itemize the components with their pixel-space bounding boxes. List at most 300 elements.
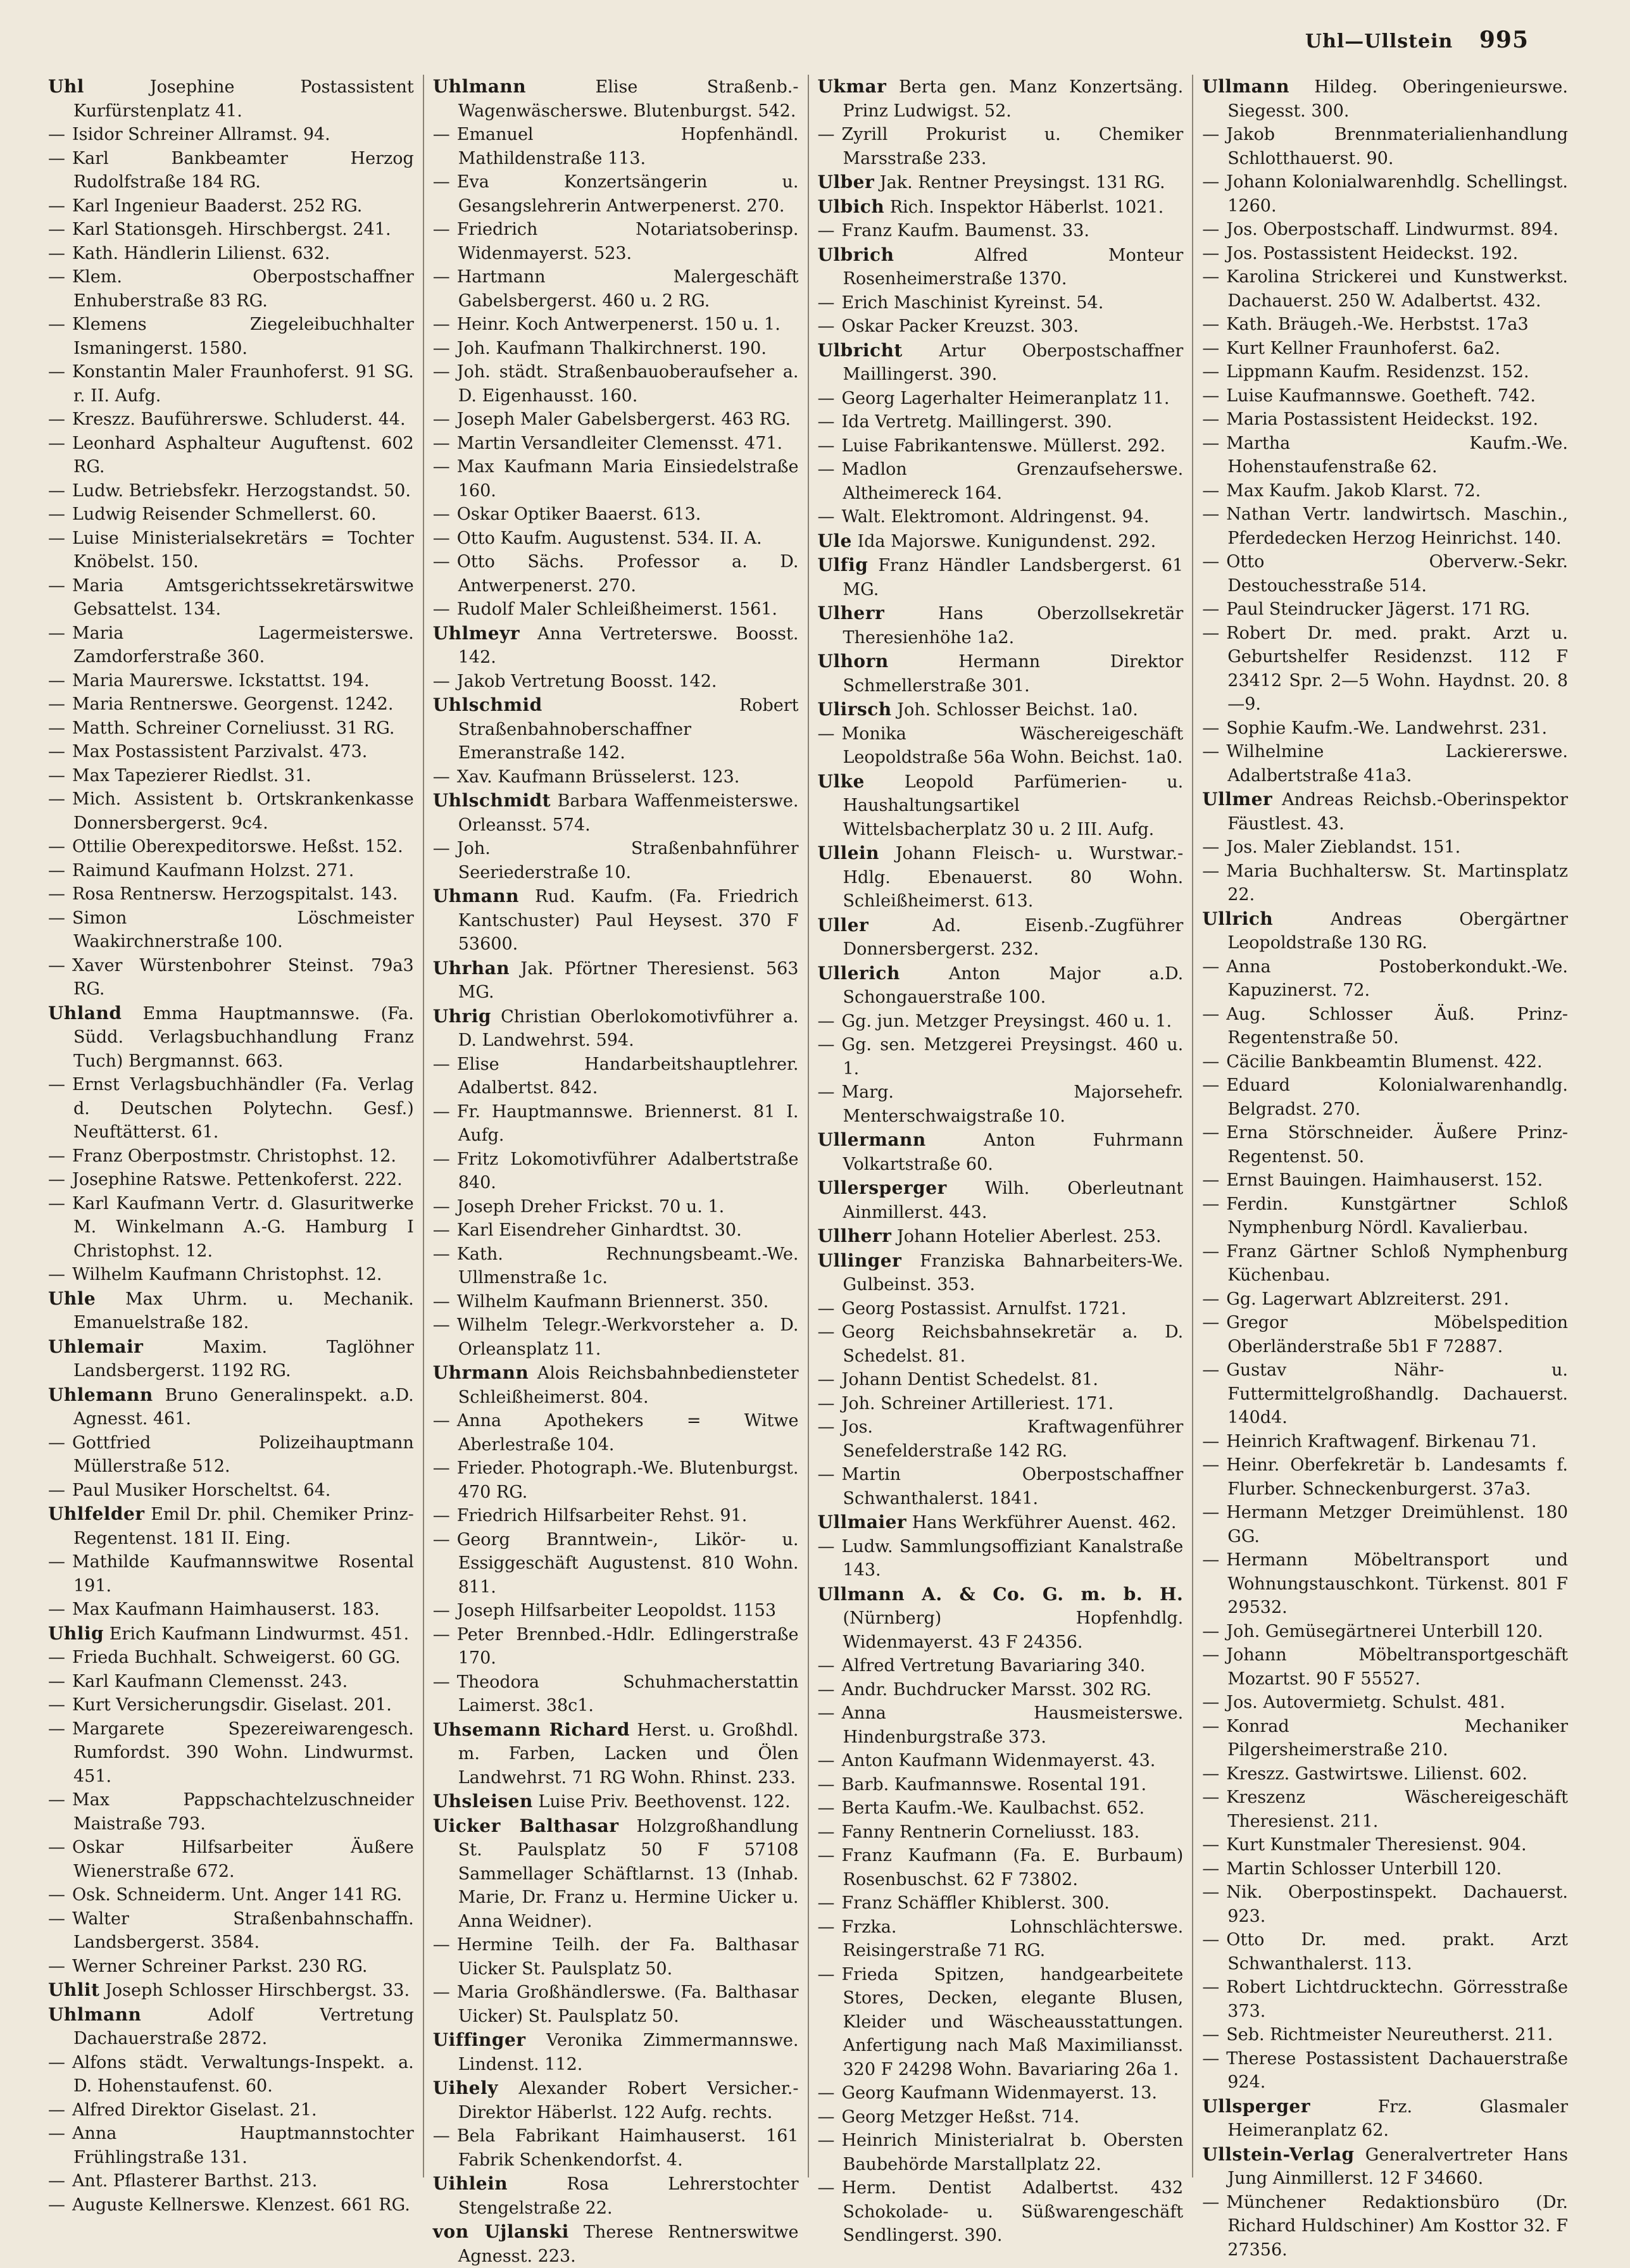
continuation-dash: — (1202, 1455, 1220, 1475)
directory-entry (1202, 2047, 1568, 2095)
directory-entry (48, 147, 414, 194)
directory-entry (818, 339, 1184, 387)
continuation-dash: — (432, 1458, 450, 1478)
directory-entry (48, 503, 414, 527)
directory-entry (433, 455, 799, 503)
column-3 (809, 75, 1194, 2245)
directory-entry (48, 360, 414, 408)
continuation-dash: — (817, 1893, 835, 1913)
continuation-dash: — (1202, 1693, 1220, 1712)
entry-text: Ludw. Sammlungsoffiziant Kanalstraße 143. (841, 1536, 1184, 1580)
directory-entry (1202, 598, 1568, 622)
directory-entry (48, 432, 414, 479)
entry-text: Cäcilie Bankbeamtin Blumenst. 422. (1226, 1051, 1543, 1072)
continuation-dash: — (432, 1291, 450, 1312)
directory-entry (818, 1297, 1184, 1321)
entry-text: Ferdin. Kunstgärtner Schloß Nymphenburg Nördl. Kavalierbau. (1226, 1194, 1568, 1237)
entry-text: Herm. Dentist Adalbertst. 432 Schokolade- u. Süßwarengeschäft Sendlingerst. 390. (841, 2178, 1184, 2245)
entry-text: Emanuel Hopfenhändl. Mathildenstraße 113. (456, 125, 799, 168)
directory-entry (1202, 360, 1568, 384)
directory-entry (48, 1717, 414, 1789)
directory-entry (818, 2105, 1184, 2129)
directory-entry (1202, 717, 1568, 741)
entry-surname: Ullerich (817, 962, 900, 984)
directory-entry (1202, 2023, 1568, 2047)
continuation-dash: — (48, 433, 65, 453)
directory-entry (48, 2003, 414, 2051)
directory-entry (818, 291, 1184, 315)
entry-text: Max Pappschachtelzuschneider Maistraße 793. (72, 1790, 414, 1834)
entry-text: Alfred Vertretung Bavariaring 340. (841, 1656, 1146, 1676)
entry-text: Georg Postassist. Arnulfst. 1721. (841, 1298, 1127, 1319)
continuation-dash: — (1202, 338, 1220, 358)
entry-surname: Uhlemann (48, 1384, 153, 1405)
continuation-dash: — (432, 1529, 450, 1550)
directory-entry (818, 2176, 1184, 2248)
directory-entry (818, 1415, 1184, 1463)
entry-text: Herst. u. Großhdl. m. Farben, Lacken und Ölen Landwehrst. 71 RG Wohn. Rhinst. 233. (458, 1720, 799, 1788)
entry-text: Elise Straßenb.-Wagenwäscherswe. Blutenburgst. 542. (458, 77, 799, 121)
page-header (1305, 27, 1529, 53)
continuation-dash: — (48, 1600, 65, 1619)
continuation-dash: — (1202, 1503, 1220, 1522)
continuation-dash: — (432, 1624, 450, 1645)
directory-entry (48, 2193, 414, 2217)
directory-entry (48, 123, 414, 147)
directory-entry (433, 2028, 799, 2076)
entry-text: Konrad Mechaniker Pilgersheimerstraße 210. (1226, 1716, 1568, 1760)
entry-surname: Uiffinger (432, 2029, 526, 2050)
entry-surname: Uhlmann (48, 2003, 142, 2025)
directory-entry (818, 2129, 1184, 2176)
continuation-dash: — (48, 2100, 65, 2120)
entry-text: Therese Postassistent Dachauerstraße 924. (1226, 2048, 1568, 2092)
entry-text: Eva Konzertsängerin u. Gesangslehrerin Antwerpenerst. 270. (456, 172, 799, 216)
directory-entry (1202, 1358, 1568, 1430)
directory-entry (48, 882, 414, 906)
continuation-dash: — (1202, 315, 1220, 334)
directory-entry (48, 835, 414, 859)
directory-entry (48, 1955, 414, 1979)
entry-text: Anton Major a.D. Schongauerstraße 100. (843, 963, 1184, 1007)
entry-surname: Ulbich (817, 196, 885, 217)
continuation-dash: — (1202, 1194, 1220, 1214)
entry-text: Margarete Spezereiwarengesch. Rumfordst. 390 Wohn. Lindwurmst. 451. (72, 1719, 414, 1786)
entry-text: Karl Ingenieur Baaderst. 252 RG. (72, 196, 363, 216)
directory-entry (433, 693, 799, 765)
entry-text: Klem. Oberpostschaffner Enhuberstraße 83 RG. (72, 267, 414, 311)
continuation-dash: — (817, 1774, 835, 1795)
continuation-dash: — (817, 2083, 835, 2103)
entry-surname: Uhrmann (432, 1362, 529, 1383)
directory-entry (1202, 836, 1568, 860)
continuation-dash: — (1202, 1550, 1220, 1570)
entry-text: Wilhelmine Lackiererswe. Adalbertstraße 41a3. (1226, 742, 1568, 786)
entry-text: Joseph Dreher Frickst. 70 u. 1. (456, 1196, 725, 1217)
continuation-dash: — (48, 955, 65, 975)
entry-text: Max Tapezierer Riedlst. 31. (72, 765, 311, 786)
entry-surname: Uicker Balthasar (432, 1815, 619, 1836)
directory-entry (433, 432, 799, 456)
entry-text: Joh. städt. Straßenbauoberaufseher a. D. Eigenhausst. 160. (456, 362, 799, 406)
entry-text: Jakob Brennmaterialienhandlung Schlotthauerst. 90. (1226, 125, 1568, 168)
directory-entry (433, 670, 799, 694)
entry-text: Therese Rentnerswitwe Agnesst. 223. (458, 2222, 799, 2266)
continuation-dash: — (1202, 1621, 1220, 1641)
continuation-dash: — (48, 789, 65, 809)
directory-entry (433, 598, 799, 622)
directory-entry (48, 1335, 414, 1383)
entry-surname: Uhmann (432, 886, 520, 906)
continuation-dash: — (48, 196, 65, 216)
continuation-dash: — (817, 1417, 835, 1437)
entry-text: Maria Lagermeisterswe. Zamdorferstraße 360. (72, 623, 414, 667)
continuation-dash: — (817, 1035, 835, 1055)
directory-entry (433, 2076, 799, 2124)
directory-entry (1202, 740, 1568, 787)
entry-text: Klemens Ziegeleibuchhalter Ismaningerst. 1580. (72, 315, 414, 358)
directory-entry (48, 1431, 414, 1479)
continuation-dash: — (817, 292, 835, 313)
entry-text: Veronika Zimmermannswe. Lindenst. 112. (458, 2031, 799, 2074)
directory-entry (818, 75, 1184, 123)
entry-surname: Ulbrich (817, 244, 894, 265)
entry-text: Franz Schäffler Khiblerst. 300. (841, 1893, 1110, 1913)
directory-entry (433, 1981, 799, 2028)
directory-entry (433, 408, 799, 432)
entry-text: Maria Rentnerswe. Georgenst. 1242. (72, 694, 394, 714)
directory-entry (818, 505, 1184, 529)
continuation-dash: — (48, 1838, 65, 1857)
entry-text: Osk. Schneiderm. Unt. Anger 141 RG. (72, 1885, 402, 1905)
entry-text: Luise Kaufmannswe. Goetheft. 742. (1226, 385, 1536, 406)
directory-entry (48, 527, 414, 574)
directory-entry (433, 1933, 799, 1981)
entry-text: Max Kaufmann Haimhauserst. 183. (72, 1600, 380, 1619)
continuation-dash: — (432, 172, 450, 192)
entry-text: Jos. Oberpostschaff. Lindwurmst. 894. (1226, 220, 1558, 239)
entry-text: Ludw. Betriebsfekr. Herzogstandst. 50. (72, 480, 411, 501)
directory-entry (818, 1368, 1184, 1392)
entry-text: Wilh. Oberleutnant Ainmillerst. 443. (843, 1179, 1184, 1222)
column-1 (48, 75, 424, 2215)
entry-text: Franz Kaufm. Baumenst. 33. (841, 221, 1089, 241)
directory-entry (48, 1479, 414, 1503)
entry-text: Luise Ministerialsekretärs = Tochter Knöbelst. 150. (72, 528, 414, 572)
entry-text: Joseph Maler Gabelsbergerst. 463 RG. (456, 410, 791, 429)
entry-surname: Ullmer (1202, 789, 1273, 810)
entry-text: Joseph Hilfsarbeiter Leopoldst. 1153 (456, 1601, 777, 1620)
entry-text: Jos. Autovermietg. Schulst. 481. (1226, 1693, 1506, 1712)
entry-text: Oskar Hilfsarbeiter Äußere Wienerstraße 672. (72, 1838, 414, 1881)
entry-text: Emil Dr. phil. Chemiker Prinz-Regentenst. 181 II. Eing. (73, 1505, 414, 1548)
entry-text: Maria Postassistent Heideckst. 192. (1226, 410, 1539, 429)
column-2 (424, 75, 809, 2266)
entry-text: Karl Stationsgeh. Hirschbergst. 241. (72, 220, 391, 239)
entry-text: Ottilie Oberexpeditorswe. Heßst. 152. (72, 837, 403, 856)
entry-surname: Uihely (432, 2077, 498, 2098)
entry-text: Kurt Versicherungsdir. Giselast. 201. (72, 1695, 392, 1715)
entry-text: Kath. Rechnungsbeamt.-We. Ullmenstraße 1c. (456, 1244, 799, 1287)
directory-entry (433, 1814, 799, 1934)
continuation-dash: — (48, 1790, 65, 1810)
continuation-dash: — (1202, 172, 1220, 192)
continuation-dash: — (1202, 1313, 1220, 1332)
entry-surname: Ullermann (817, 1129, 926, 1150)
entry-text: Hermine Teilh. der Fa. Balthasar Uicker St. Paulsplatz 50. (456, 1935, 799, 1979)
entry-surname: Ullsperger (1202, 2095, 1310, 2117)
entry-surname: Uhlit (48, 1979, 100, 2000)
directory-entry (818, 1249, 1184, 1297)
entry-text: Georg Metzger Heßst. 714. (841, 2107, 1080, 2127)
entry-text: Joh. Gemüsegärtnerei Unterbill 120. (1226, 1621, 1543, 1641)
directory-entry (1202, 1548, 1568, 1620)
continuation-dash: — (48, 1552, 65, 1572)
entry-text: Mich. Assistent b. Ortskrankenkasse Donnersbergerst. 9c4. (72, 789, 414, 833)
entry-text: Joh. Schlosser Beichst. 1a0. (897, 700, 1138, 720)
directory-entry (433, 2124, 799, 2172)
continuation-dash: — (817, 316, 835, 336)
directory-entry (818, 243, 1184, 291)
continuation-dash: — (48, 243, 65, 263)
continuation-dash: — (1202, 1289, 1220, 1309)
directory-entry (818, 553, 1184, 601)
entry-surname: Ulfig (817, 554, 868, 575)
entry-text: Simon Löschmeister Waakirchnerstraße 100. (72, 908, 414, 951)
continuation-dash: — (432, 671, 450, 691)
entry-text: Jakob Vertretung Boosst. 142. (456, 671, 717, 691)
entry-text: Rich. Inspektor Häberlst. 1021. (889, 197, 1164, 217)
entry-text: Max Postassistent Parzivalst. 473. (72, 742, 368, 761)
continuation-dash: — (432, 315, 450, 334)
directory-columns (48, 75, 1577, 2266)
entry-text: Madlon Grenzaufseherswe. Altheimereck 164. (841, 460, 1184, 503)
entry-surname: Ulber (817, 172, 875, 192)
continuation-dash: — (48, 528, 65, 548)
entry-surname: von Ujlanski (432, 2221, 569, 2242)
directory-entry (818, 458, 1184, 505)
entry-text: Jos. Postassistent Heideckst. 192. (1226, 243, 1519, 263)
directory-entry (1202, 313, 1568, 337)
entry-text: Nathan Vertr. landwirtsch. Maschin., Pferdedecken Herzog Heinrichst. 140. (1226, 504, 1568, 548)
directory-entry (48, 622, 414, 669)
entry-text: Johann Kolonialwarenhdlg. Schellingst. 1260. (1226, 172, 1568, 216)
entry-text: Gottfried Polizeihauptmann Müllerstraße 512. (72, 1432, 414, 1476)
continuation-dash: — (1202, 410, 1220, 429)
directory-entry (48, 218, 414, 242)
directory-entry (818, 1678, 1184, 1702)
directory-entry (1202, 1501, 1568, 1548)
continuation-dash: — (48, 765, 65, 786)
entry-text: Frieda Spitzen, handgearbeitete Stores, Decken, elegante Blusen, Kleider und Wäscheausstattungen. Anfertigung nach Maß Maximiliansst. 320 F 24298 Wohn. Bavariaring 26a 1. (841, 1964, 1184, 2079)
directory-entry (48, 574, 414, 622)
directory-entry (818, 195, 1184, 220)
directory-entry (818, 1033, 1184, 1081)
continuation-dash: — (817, 1536, 835, 1557)
continuation-dash: — (48, 2171, 65, 2191)
directory-entry (48, 1383, 414, 1431)
directory-entry (48, 1646, 414, 1670)
continuation-dash: — (48, 670, 65, 691)
entry-text: Anton Kaufmann Widenmayerst. 43. (841, 1751, 1156, 1770)
directory-entry (818, 1844, 1184, 1891)
entry-text: Alfons städt. Verwaltungs-Inspekt. a. D. Hohenstaufenst. 60. (72, 2052, 414, 2096)
entry-text: Generalvertreter Hans Jung Ainmillerst. 12 F 34660. (1227, 2145, 1568, 2188)
entry-text: Nik. Oberpostinspekt. Dachauerst. 923. (1226, 1883, 1568, 1926)
entry-text: Ida Vertretg. Maillingerst. 390. (841, 412, 1112, 432)
directory-entry (433, 1219, 799, 1243)
directory-entry (1202, 479, 1568, 503)
continuation-dash: — (1202, 1858, 1220, 1879)
continuation-dash: — (432, 1601, 450, 1620)
directory-entry (48, 2169, 414, 2193)
entry-text: Münchener Redaktionsbüro (Dr. Richard Huldschiner) Am Kosttor 32. F 27356. (1226, 2192, 1568, 2260)
continuation-dash: — (48, 1265, 65, 1284)
directory-entry (1202, 1881, 1568, 1928)
entry-text: Walt. Elektromont. Aldringenst. 94. (841, 507, 1150, 527)
directory-entry (433, 1148, 799, 1195)
directory-entry (1202, 75, 1568, 123)
directory-entry (433, 765, 799, 789)
continuation-dash: — (817, 1679, 835, 1700)
continuation-dash: — (1202, 718, 1220, 738)
entry-text: Emma Hauptmannswe. (Fa. Südd. Verlagsbuchhandlung Franz Tuch) Bergmannst. 663. (73, 1003, 414, 1071)
entry-surname: Uhlig (48, 1622, 104, 1644)
entry-text: Marg. Majorsehefr. Menterschwaigstraße 10. (841, 1082, 1184, 1126)
entry-surname: Ulke (817, 770, 865, 792)
directory-entry (433, 1457, 799, 1504)
continuation-dash: — (48, 2124, 65, 2143)
entry-surname: Ulhorn (817, 651, 889, 672)
continuation-dash: — (432, 504, 450, 524)
entry-text: Johann Dentist Schedelst. 81. (841, 1370, 1098, 1389)
directory-entry (48, 859, 414, 883)
directory-entry (1202, 1050, 1568, 1074)
directory-entry (818, 1654, 1184, 1678)
entry-text: Leonhard Asphalteur Auguftenst. 602 RG. (72, 433, 414, 477)
entry-text: Joh. Kaufmann Thalkirchnerst. 190. (456, 338, 767, 358)
directory-entry (433, 956, 799, 1005)
entry-text: Walter Straßenbahnschaffn. Landsbergerst. 3584. (72, 1908, 414, 1952)
entry-text: Paul Musiker Horscheltst. 64. (72, 1480, 331, 1500)
directory-entry (433, 1623, 799, 1670)
entry-text: Erna Störschneider. Äußere Prinz-Regentenst. 50. (1226, 1123, 1568, 1167)
continuation-dash: — (1202, 362, 1220, 382)
entry-text: Max Uhrm. u. Mechanik. Emanuelstraße 182. (73, 1289, 414, 1332)
entry-text: Joh. Straßenbahnführer Seeriederstraße 10. (456, 839, 799, 882)
directory-entry (433, 1361, 799, 1409)
entry-surname: Ullmaier (817, 1512, 907, 1532)
entry-text: Bruno Generalinspekt. a.D. Agnesst. 461. (73, 1385, 414, 1429)
entry-text: Rosa Rentnersw. Herzogspitalst. 143. (72, 884, 398, 904)
directory-entry (48, 692, 414, 717)
entry-text: Karolina Strickerei und Kunstwerkst. Dachauerst. 250 W. Adalbertst. 432. (1226, 267, 1568, 311)
continuation-dash: — (1202, 1241, 1220, 1262)
continuation-dash: — (1202, 1075, 1220, 1095)
entry-text: Oskar Optiker Baaerst. 613. (456, 504, 701, 524)
entry-text: Peter Brennbed.-Hdlr. Edlingerstraße 170. (456, 1624, 799, 1668)
entry-text: Paul Steindrucker Jägerst. 171 RG. (1226, 599, 1531, 619)
directory-entry (48, 313, 414, 360)
continuation-dash: — (48, 1671, 65, 1691)
continuation-dash: — (1202, 480, 1220, 501)
continuation-dash: — (432, 2126, 450, 2146)
entry-text: Robert Straßenbahnoberschaffner Emeranstraße 142. (458, 696, 799, 763)
entry-text: Anna Vertreterswe. Boosst. 142. (458, 623, 799, 667)
continuation-dash: — (48, 2052, 65, 2072)
continuation-dash: — (432, 1196, 450, 1217)
continuation-dash: — (1202, 267, 1220, 287)
entry-text: Holzgroßhandlung St. Paulsplatz 50 F 57108 Sammellager Schäftlarnst. 13 (Inhab. Marie, Dr. Franz u. Hermine Uicker u. Anna Weidner). (458, 1816, 799, 1931)
continuation-dash: — (1202, 385, 1220, 406)
continuation-dash: — (1202, 2048, 1220, 2069)
entry-text: Theodora Schuhmacherstattin Laimerst. 38c1. (456, 1672, 799, 1715)
directory-entry (48, 1168, 414, 1192)
entry-text: Sophie Kaufm.-We. Landwehrst. 231. (1226, 718, 1548, 738)
entry-text: Franziska Bahnarbeiters-We. Gulbeinst. 353. (843, 1251, 1184, 1294)
continuation-dash: — (1202, 1716, 1220, 1736)
directory-entry (433, 1504, 799, 1528)
entry-surname: Ullherr (817, 1225, 892, 1246)
entry-text: Johann Fleisch- u. Wurstwar.-Hdlg. Ebenauerst. 80 Wohn. Schleißheimerst. 613. (843, 844, 1184, 911)
directory-entry (433, 218, 799, 265)
directory-entry (48, 194, 414, 218)
continuation-dash: — (817, 388, 835, 408)
entry-text: Konstantin Maler Fraunhoferst. 91 SG. r. II. Aufg. (72, 362, 414, 406)
continuation-dash: — (48, 2195, 65, 2215)
directory-entry (1202, 955, 1568, 1003)
continuation-dash: — (1202, 742, 1220, 761)
entry-surname: Ullmann A. & Co. G. m. b. H. (817, 1583, 1184, 1605)
entry-text: Gg. sen. Metzgerei Preysingst. 460 u. 1. (841, 1035, 1184, 1079)
directory-entry (818, 1582, 1184, 1655)
entry-text: Hildeg. Oberingenieurswe. Siegesst. 300. (1227, 77, 1568, 121)
continuation-dash: — (48, 1956, 65, 1976)
directory-entry (433, 360, 799, 408)
entry-surname: Uhland (48, 1002, 122, 1024)
directory-entry (1202, 787, 1568, 836)
continuation-dash: — (48, 480, 65, 501)
directory-entry (818, 722, 1184, 770)
entry-text: Ernst Bauingen. Haimhauserst. 152. (1226, 1170, 1543, 1190)
directory-entry (1202, 1762, 1568, 1786)
continuation-dash: — (817, 1917, 835, 1937)
entry-text: Frieda Buchhalt. Schweigerst. 60 GG. (72, 1648, 401, 1667)
entry-text: Ludwig Reisender Schmellerst. 60. (72, 504, 377, 524)
entry-surname: Uller (817, 914, 869, 936)
entry-text: Maria Buchhaltersw. St. Martinsplatz 22. (1226, 861, 1568, 905)
directory-entry (48, 954, 414, 1001)
entry-text: Georg Kaufmann Widenmayerst. 13. (841, 2083, 1157, 2103)
continuation-dash: — (1202, 433, 1220, 453)
directory-entry (818, 1915, 1184, 1963)
directory-entry (1202, 907, 1568, 955)
directory-entry (433, 1718, 799, 1790)
entry-text: Bela Fabrikant Haimhauserst. 161 Fabrik Schenkendorfst. 4. (456, 2126, 799, 2170)
continuation-dash: — (48, 220, 65, 239)
directory-entry (433, 123, 799, 170)
directory-entry (48, 75, 414, 123)
entry-text: Wilhelm Kaufmann Briennerst. 350. (456, 1291, 769, 1312)
entry-surname: Ukmar (817, 76, 887, 97)
continuation-dash: — (817, 1656, 835, 1676)
directory-entry (48, 1263, 414, 1287)
continuation-dash: — (48, 742, 65, 761)
continuation-dash: — (432, 1101, 450, 1122)
continuation-dash: — (432, 1506, 450, 1526)
continuation-dash: — (432, 839, 450, 858)
entry-text: Fr. Hauptmannswe. Briennerst. 81 I. Aufg. (456, 1101, 799, 1145)
